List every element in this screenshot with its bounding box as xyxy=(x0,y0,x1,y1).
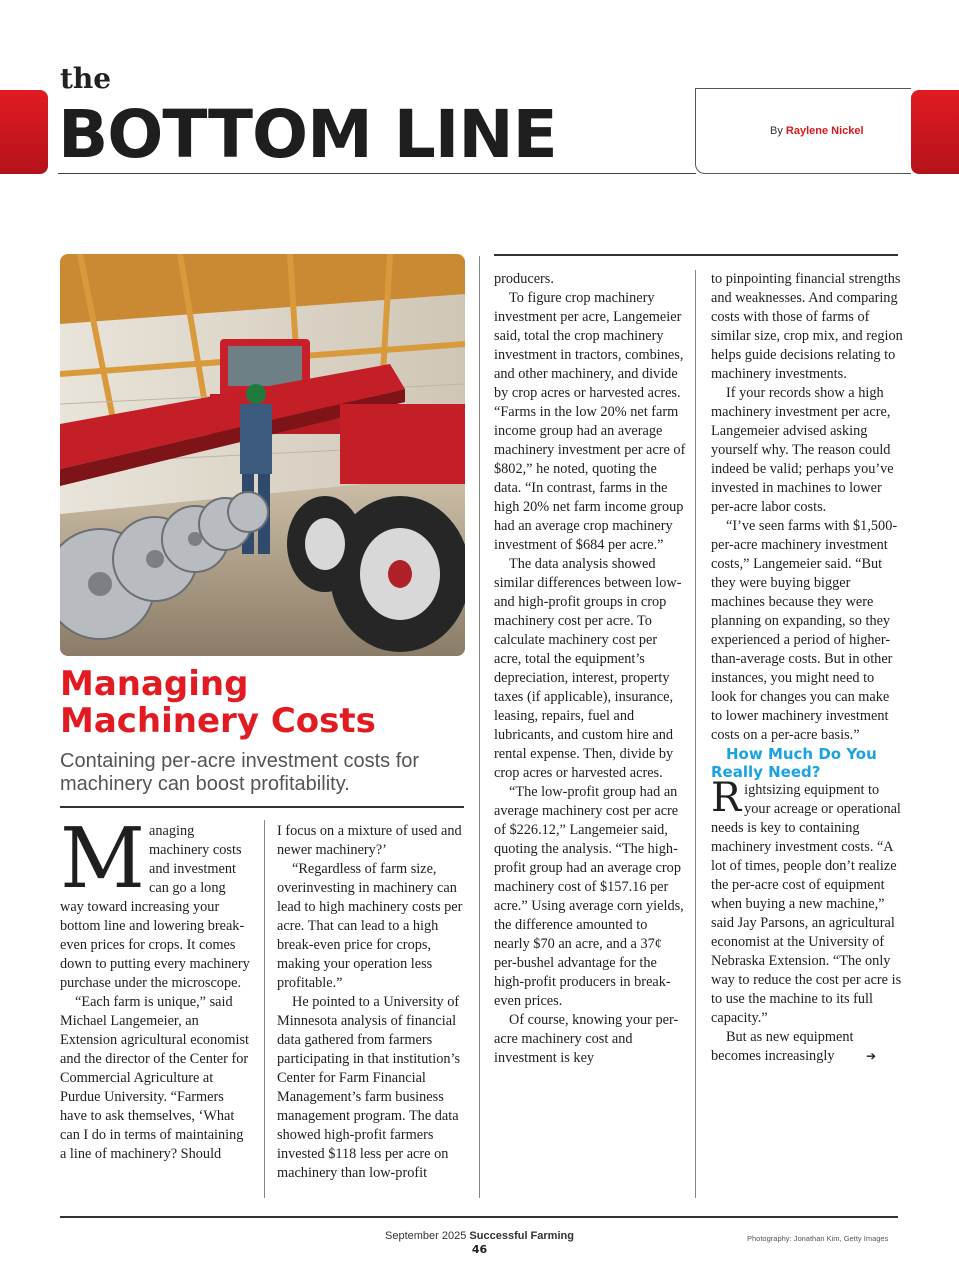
body-column-4 xyxy=(711,270,903,1066)
section-kicker: the xyxy=(60,62,112,95)
left-red-tab xyxy=(0,90,48,174)
right-red-tab xyxy=(911,90,959,174)
lower-left-rule xyxy=(60,806,464,808)
machinery-photo xyxy=(60,254,465,656)
header-rule xyxy=(58,173,696,174)
paragraph: But as new equipment becomes increasingly ➔ xyxy=(711,1029,877,1064)
page-number: 46 xyxy=(471,1243,488,1256)
byline xyxy=(770,125,864,137)
publication-name: Successful Farming xyxy=(469,1230,574,1242)
column-divider-3 xyxy=(695,270,696,1198)
drop-cap-r: R xyxy=(711,775,742,821)
column-divider-2 xyxy=(479,256,480,1198)
issue-date: September 2025 xyxy=(385,1230,467,1242)
article-subtitle: Containing per-acre investment costs for machinery can boost profitability. xyxy=(60,750,420,795)
paragraph: “The low-profit group had an average machinery cost per acre of $226.12,” Langemeier said, quoting the analysis. “The high-profit group had an average crop machinery cost of $157.16 per acre.” Using average corn yields, the difference amounted to nearly $70 an acre, and a 37¢ per-bushel advantage for the high-profit producers in break-even prices. xyxy=(494,784,684,1009)
paragraph-rightsizing: Rightsizing equipment to your acreage or operational needs is key to containing machinery investment costs. “A lot of times, people don’t realize the per-acre cost of equipment when buying a new machine,” said Jay Parsons, an agricultural economist at the University of Nebraska Extension. “The only way to reduce the cost per acre is to use the machine to its full capacity.” xyxy=(711,775,902,1026)
footer-rule xyxy=(60,1216,898,1218)
paragraph: If your records show a high machinery investment per acre, Langemeier advised asking yourself why. The reason could indeed be valid; perhaps you’ve invested in machines to lower per-acre labor costs. xyxy=(711,385,894,515)
paragraph: He pointed to a University of Minnesota analysis of financial data gathered from farmers participating in that institution’s Center for Farm Financial Management’s farm business management program. The data showed high-profit farmers invested $118 less per acre on machinery than low-profit xyxy=(277,994,461,1181)
body-column-3 xyxy=(494,270,686,1068)
drop-cap-m: M xyxy=(60,810,145,907)
paragraph: “I’ve seen farms with $1,500-per-acre machinery investment costs,” Langemeier said. “But they were buying bigger machines because they were planning on expanding, so they experienced a period of higher-than-average costs. But in other instances, you might need to look for changes you can make to lower machinery investment costs on a per-acre basis.” xyxy=(711,518,898,743)
paragraph-intro: Managing machinery costs and investment can go a long way toward increasing your bottom line and lowering break-even prices for crops. It comes down to putting every machinery purchase under the microscope. xyxy=(60,810,250,991)
article-title-line1: Managing xyxy=(60,664,249,704)
paragraph: The data analysis showed similar differences between low- and high-profit groups in crop machinery cost per acre. To calculate machinery cost per acre, total the equipment’s depreciation, interest, property taxes (if applicable), insurance, leasing, repairs, fuel and lubricants, and custom hire and rental expense. Then, divide by crop acres or harvested acres. xyxy=(494,556,682,781)
paragraph: I focus on a mixture of used and newer machinery?’ xyxy=(277,823,462,858)
paragraph: To figure crop machinery investment per acre, Langemeier said, total the crop machinery investment in tractors, combines, and other machinery, and divide by crop acres or harvested acres. “Farms in the low 20% net farm income group had an average machinery investment per acre of $802,” he noted, quoting the data. “In contrast, farms in the high 20% net farm income group had an average crop machinery investment of $684 per acre.” xyxy=(494,290,686,553)
arrow-right-icon: ➔ xyxy=(866,1049,877,1063)
body-column-1 xyxy=(60,810,250,1164)
paragraph: producers. xyxy=(494,271,554,287)
body-column-2 xyxy=(277,822,467,1183)
byline-prefix: By xyxy=(770,125,783,137)
section-subhead: How Much Do You Really Need? xyxy=(711,745,877,781)
section-title: BOTTOM LINE xyxy=(58,96,557,173)
article-title-line2: Machinery Costs xyxy=(60,701,376,741)
column-divider-1 xyxy=(264,820,265,1198)
paragraph: to pinpointing financial strengths and weaknesses. And comparing costs with those of farms of similar size, crop mix, and region helps guide decisions relating to machinery investments. xyxy=(711,271,903,382)
photo-credit: Photography: Jonathan Kim, Getty Images xyxy=(747,1234,889,1243)
paragraph: “Each farm is unique,” said Michael Langemeier, an Extension agricultural economist and the director of the Center for Commercial Agriculture at Purdue University. “Farmers have to ask themselves, ‘What can I do in terms of maintaining a line of machinery? Should xyxy=(60,994,249,1162)
author-name: Raylene Nickel xyxy=(785,125,864,137)
paragraph: Of course, knowing your per-acre machinery cost and investment is key xyxy=(494,1012,679,1066)
paragraph: “Regardless of farm size, overinvesting in machinery can lead to high machinery costs per acre. That can lead to a high break-even price for crops, making your operation less profitable.” xyxy=(277,861,463,991)
article-title xyxy=(60,666,480,740)
top-right-rule xyxy=(494,254,898,256)
